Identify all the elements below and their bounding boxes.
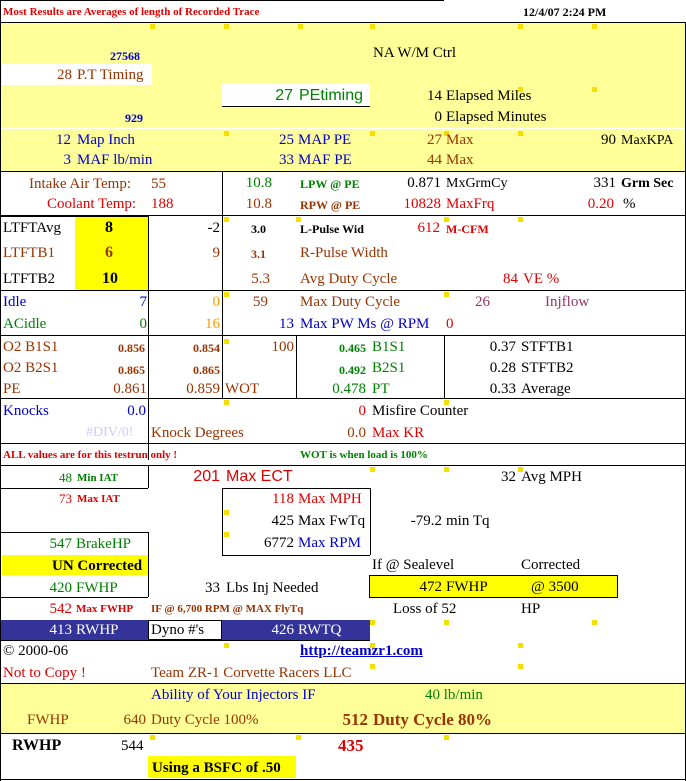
lpulse-label: L-Pulse Wid <box>300 222 364 236</box>
max-fwhp-value: 542 <box>49 601 72 617</box>
not-to-copy: Not to Copy ! <box>3 665 86 681</box>
max-mph-label: Max MPH <box>298 491 362 507</box>
elapsed-minutes-label: Elapsed Minutes <box>446 109 547 125</box>
max-ect-value: 201 <box>193 468 220 485</box>
ltft-b1-value: 6 <box>105 244 113 261</box>
if-6700-note: IF @ 6,700 RPM @ MAX FlyTq <box>151 603 304 615</box>
acidle-label: ACidle <box>3 316 47 332</box>
maxkpa-label: MaxKPA <box>621 133 674 148</box>
pe-label: PE <box>3 381 21 397</box>
hp-label: HP <box>521 601 541 617</box>
ltft-avg-label: LTFTAvg <box>3 220 61 236</box>
stftb1-label: STFTB1 <box>521 339 574 355</box>
fwhp-label: FWHP <box>76 580 118 596</box>
max-ect-label: Max ECT <box>226 468 293 485</box>
avg-mph-value: 32 <box>501 469 516 485</box>
maf-pe-value: 33 <box>279 152 294 168</box>
mode-title: NA W/M Ctrl <box>373 45 457 61</box>
max-iat-label: Max IAT <box>77 493 120 505</box>
corrected-label: Corrected <box>521 557 581 573</box>
misfire-label: Misfire Counter <box>372 403 469 419</box>
map-pe-label: MAP PE <box>298 132 352 148</box>
max-duty-value: 59 <box>253 294 268 310</box>
elapsed-minutes-value: 0 <box>434 109 442 125</box>
avg-duty-value: 5.3 <box>251 271 270 287</box>
lpw-value: 10.8 <box>245 175 272 191</box>
teamzr1-link[interactable]: http://teamzr1.com <box>300 643 423 659</box>
injflow-value: 26 <box>475 294 490 310</box>
avg-duty-label: Avg Duty Cycle <box>300 271 398 287</box>
rwtq-value: 426 <box>271 622 294 638</box>
ve-value: 84 <box>503 271 518 287</box>
max-maf-value: 44 <box>427 152 442 168</box>
knocks-label: Knocks <box>3 403 49 419</box>
avg-mph-label: Avg MPH <box>521 469 582 485</box>
pct-symbol: % <box>623 196 636 212</box>
max-rpm-label: Max RPM <box>298 535 361 551</box>
rwhp-value: 413 <box>49 622 72 638</box>
coolant-value: 188 <box>151 196 174 212</box>
div0-error: #DIV/0! <box>86 425 134 440</box>
o2-b1s1-v2: 0.854 <box>193 341 220 355</box>
ltft-b2-label: LTFTB2 <box>3 271 55 287</box>
mcfm-label: M-CFM <box>446 222 489 236</box>
max-map-label: Max <box>446 132 474 148</box>
average-value: 0.33 <box>489 381 516 397</box>
max-fwhp-label: Max FWHP <box>76 603 134 615</box>
brakehp-value: 547 <box>49 536 72 552</box>
wot-note: WOT is when load is 100% <box>300 449 428 461</box>
lpulse-value: 3.0 <box>251 222 266 236</box>
stftb1-value: 0.37 <box>489 339 516 355</box>
max-maf-label: Max <box>446 152 474 168</box>
loss-label: Loss of 52 <box>393 601 457 617</box>
all-values-note: ALL values are for this testrun only ! <box>3 449 178 461</box>
ability-label: Ability of Your Injectors IF <box>151 687 316 703</box>
mxgrmcy-label: MxGrmCy <box>446 176 508 191</box>
header-note: Most Results are Averages of length of Recorded Trace <box>3 6 260 18</box>
elapsed-miles-value: 14 <box>427 88 442 104</box>
misfire-value: 0 <box>358 403 366 419</box>
maxfrq-value: 10828 <box>403 196 441 212</box>
stftb2-value: 0.28 <box>489 360 516 376</box>
duty100-value: 640 <box>123 712 146 728</box>
maf-pe-label: MAF PE <box>298 152 352 168</box>
pe-timing-label: PEtiming <box>299 87 364 104</box>
max-kr-value: 0.0 <box>347 425 366 441</box>
duty80-label: Duty Cycle 80% <box>373 710 492 729</box>
value-929: 929 <box>125 111 143 125</box>
wot-label: WOT <box>225 381 260 397</box>
max-map-value: 27 <box>427 132 442 148</box>
o2-b1s1-v4: 0.465 <box>339 341 366 355</box>
pt-timing-value: 28 <box>57 67 72 83</box>
map-pe-value: 25 <box>279 132 294 148</box>
fwhp-value: 420 <box>49 580 72 596</box>
idle-label: Idle <box>3 294 27 310</box>
max-pw-rpm: 0 <box>446 316 454 332</box>
inj-rwhp-80-value: 435 <box>338 736 364 755</box>
o2-b2s1-v3: 0.492 <box>339 363 366 377</box>
duty100-label: Duty Cycle 100% <box>151 712 259 728</box>
pt-timing-label: P.T Timing <box>77 67 144 83</box>
min-tq-label: min Tq <box>446 513 490 529</box>
rpulse-value: 3.1 <box>251 247 266 261</box>
header-date: 12/4/07 2:24 PM <box>523 5 607 19</box>
idle-value-1: 7 <box>139 294 147 310</box>
max-kr-label: Max KR <box>372 425 425 441</box>
maf-label: MAF lb/min <box>77 152 153 168</box>
stftb2-label: STFTB2 <box>521 360 574 376</box>
o2-b2s1-label: O2 B2S1 <box>3 360 59 376</box>
maf-value: 3 <box>63 152 71 168</box>
team-name: Team ZR-1 Corvette Racers LLC <box>151 665 352 681</box>
map-inch-label: Map Inch <box>77 132 135 148</box>
acidle-value-2: 16 <box>205 316 220 332</box>
idle-value-2: 0 <box>212 294 220 310</box>
ltft-avg-value: 8 <box>105 219 113 236</box>
copyright: © 2000-06 <box>3 643 69 659</box>
mxgrmcy-value: 0.871 <box>407 175 441 191</box>
rpulse-label: R-Pulse Width <box>300 245 388 261</box>
lpw-label: LPW @ PE <box>300 177 360 191</box>
knock-degrees-label: Knock Degrees <box>151 425 244 441</box>
min-tq-value: -79.2 <box>410 513 442 529</box>
max-pw-label: Max PW Ms @ RPM <box>300 316 430 332</box>
lbmin-label: 40 lb/min <box>425 687 483 703</box>
box-fwhp-label: FWHP <box>446 579 488 595</box>
maxfrq-label: MaxFrq <box>446 196 495 212</box>
iat-value: 55 <box>151 176 166 192</box>
pe-timing-value: 27 <box>275 87 293 104</box>
pt-label: PT <box>372 381 390 397</box>
bsfc-note: Using a BSFC of .50 <box>152 760 281 776</box>
injflow-label: Injflow <box>545 294 590 310</box>
rwtq-label: RWTQ <box>298 622 342 638</box>
rwhp-label: RWHP <box>76 622 119 638</box>
map-inch-value: 12 <box>56 132 71 148</box>
grm-sec-value: 331 <box>593 175 616 191</box>
rwhp-bar <box>0 620 148 640</box>
max-duty-label: Max Duty Cycle <box>300 294 400 310</box>
rwtq-bar <box>222 620 370 640</box>
lbs-inj-label: Lbs Inj Needed <box>226 580 319 596</box>
max-fwtq-value: 425 <box>271 513 294 529</box>
dyno-label: Dyno #'s <box>151 622 205 638</box>
if-sealevel-label: If @ Sealevel <box>372 557 455 573</box>
o2-b2s1-label2: B2S1 <box>372 360 406 376</box>
pe-v1: 0.861 <box>113 381 147 397</box>
uncorrected-label: UN Corrected <box>52 558 143 574</box>
o2-b1s1-label2: B1S1 <box>372 339 406 355</box>
coolant-label: Coolant Temp: <box>47 196 137 212</box>
min-iat-label: Min IAT <box>77 472 119 484</box>
o2-b2s1-v1: 0.865 <box>118 363 145 377</box>
o2-b1s1-v1: 0.856 <box>118 341 145 355</box>
inj-rwhp-label: RWHP <box>12 737 62 754</box>
elapsed-miles-label: Elapsed Miles <box>446 88 532 104</box>
maxkpa-value: 90 <box>601 132 616 148</box>
pt-value: 0.478 <box>332 381 366 397</box>
lbs-inj-value: 33 <box>205 580 220 596</box>
ltft-b1-label: LTFTB1 <box>3 245 55 261</box>
inj-rwhp-value: 544 <box>121 738 144 754</box>
rpw-label: RPW @ PE <box>300 198 361 212</box>
acidle-value-1: 0 <box>139 316 147 332</box>
average-label: Average <box>521 381 571 397</box>
pe-v2: 0.859 <box>186 381 220 397</box>
box-rpm-label: @ 3500 <box>531 579 579 595</box>
inj-fwhp-label: FWHP <box>27 712 69 728</box>
o2-b2s1-v2: 0.865 <box>193 363 220 377</box>
max-mph-value: 118 <box>272 491 294 507</box>
o2-b1s1-v3: 100 <box>271 339 294 355</box>
ltft-b2-value: 10 <box>102 270 118 287</box>
run-id: 27568 <box>110 49 140 63</box>
ltft-b1-right: 9 <box>212 245 220 261</box>
rpw-value: 10.8 <box>245 196 272 212</box>
brakehp-label: BrakeHP <box>76 536 131 552</box>
ve-label: VE % <box>523 271 560 287</box>
ltft-avg-right: -2 <box>207 220 220 236</box>
o2-b1s1-label: O2 B1S1 <box>3 339 59 355</box>
max-iat-value: 73 <box>59 491 72 506</box>
mcfm-value: 612 <box>417 220 440 236</box>
duty80-value: 512 <box>342 710 368 729</box>
max-pw-value: 13 <box>279 316 294 332</box>
pct-value: 0.20 <box>587 196 614 212</box>
grm-sec-label: Grm Sec <box>621 176 674 191</box>
max-rpm-value: 6772 <box>264 535 294 551</box>
box-fwhp-value: 472 <box>419 579 442 595</box>
min-iat-value: 48 <box>59 470 72 485</box>
iat-label: Intake Air Temp: <box>29 176 131 192</box>
max-fwtq-label: Max FwTq <box>298 513 366 529</box>
knocks-value: 0.0 <box>127 403 146 419</box>
